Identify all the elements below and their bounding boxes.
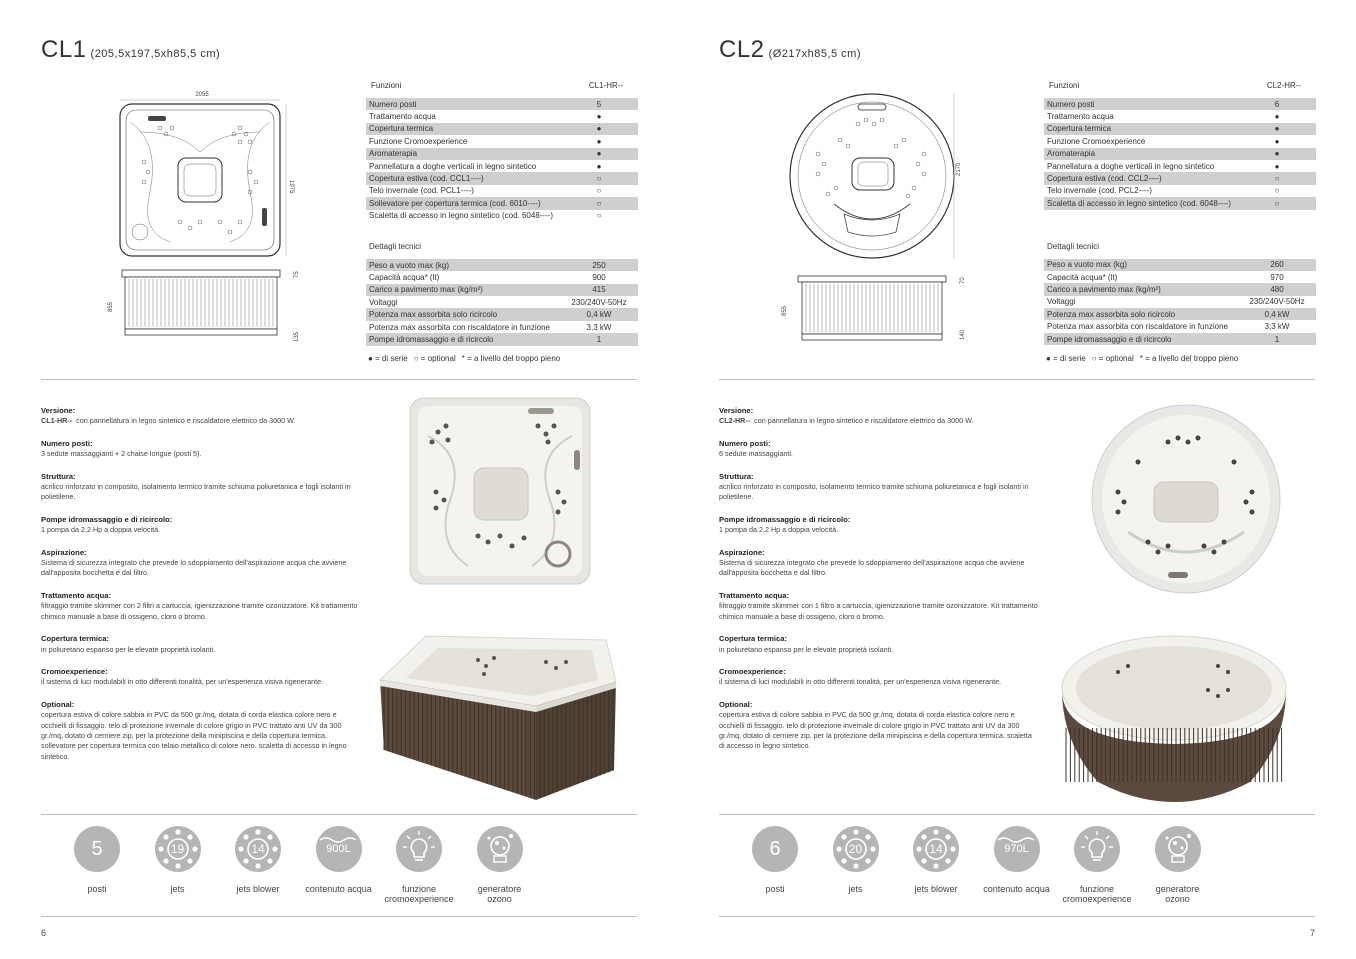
blower-jets-icon [235,826,281,872]
model-title: CL2 (Ø217xh85,5 cm) [719,36,862,63]
description-heading: Trattamento acqua: [41,590,112,600]
feature-value: 14 [251,842,265,856]
tub-top-photo [408,396,592,586]
description-text: acrilico rinforzato in composito, isolamento termico tramite schiuma poliuretanica e fogli isolanti in polietilene. [719,482,1029,502]
row-label: Scaletta di accesso in legno sintetico (cod. 6048----) [369,211,554,221]
divider [719,379,1315,380]
description-heading: Struttura: [719,471,754,481]
function-row [1044,148,1316,160]
tech-row [366,308,638,320]
feature-label: contenuto acqua [983,884,1050,894]
feature-value: 5 [91,837,103,860]
description-block [719,667,1039,688]
description [41,406,361,774]
feature-label: funzione cromoexperience [384,884,454,904]
features-icons [740,826,1220,916]
row-label: Voltaggi [369,297,398,307]
row-label: Potenza max assorbita con riscaldatore in funzione [1047,322,1228,332]
dim-depth-label: 1975 [288,180,294,194]
description-text: copertura estiva di colore sabbia in PVC da 500 gr./mq, dotata di corda elastica colore nero e occhielli di fissaggio. telo di protezione invernale di colore grigio in PVC trattato anti UV da 300 gr./mq, dotato di cerniere zip, per la protezione della minipiscina e della copertura termica. scaletta di accesso in legno sintetico. [719,710,1032,751]
description-heading: Struttura: [41,471,76,481]
description-text: 1 pompa da 2,2 Hp a doppia velocità. [719,525,839,535]
feature-blower-jets [223,826,293,894]
divider [41,379,637,380]
divider [719,916,1315,917]
ozone-generator-icon [1155,826,1201,872]
function-row [1044,160,1316,172]
divider [719,814,1315,815]
feature-label: jets [170,884,185,894]
description-text: 6 sedute massaggianti. [719,449,793,459]
row-label: Copertura estiva (cod. CCL2----) [1047,174,1162,184]
feature-label: contenuto acqua [305,884,372,894]
row-value: 6 [1274,99,1280,109]
tech-row [366,284,638,296]
row-label: Copertura estiva (cod. CCL1----) [369,174,484,184]
lightbulb-icon [1074,826,1120,872]
tech-row [1044,296,1316,308]
description-block [719,472,1039,503]
page-number: 7 [1310,928,1316,938]
lightbulb-icon [396,826,442,872]
feature-value: 6 [769,837,781,860]
row-label: Copertura termica [1047,124,1112,134]
row-label: Peso a vuoto max (kg) [369,260,450,270]
dim-diameter-label: 2170 [956,162,962,176]
description-heading: Numero posti: [719,438,771,448]
row-label: Copertura termica [369,124,434,134]
description-text: copertura estiva di colore sabbia in PVC da 500 gr./mq, dotata di corda elastica colore nero e occhielli di fissaggio. telo di protezione invernale di colore grigio in PVC trattato anti UV da 300 gr./mq, dotato di cerniere zip, per la protezione della minipiscina e della copertura termica. sollevatore per copertura termica con telaio metallico di colore nero. scaletta di accesso in legno sintetico. [41,710,347,761]
row-value: 0,4 kW [586,310,612,320]
tub-top-photo [1088,402,1284,596]
feature-lightbulb [1062,826,1132,904]
tech-header: Dettagli tecnici [369,242,422,252]
feature-value: 14 [929,842,943,856]
description-block [41,548,361,579]
feature-value: 20 [848,842,863,856]
row-label: Pompe idromassaggio e di ricircolo [369,334,494,344]
description-text: il sistema di luci modulabili in otto differenti tonalità, per un'esperienza visiva rigenerante. [719,677,1002,687]
legend: ● = di serie ○ = optional * = a livello del troppo pieno [368,354,561,363]
row-label: Capacità acqua* (lt) [369,272,440,282]
dim-height-label: 855 [782,305,788,316]
dim-width-label: 2055 [195,92,209,98]
tech-row [366,271,638,283]
version-text: con pannellatura in legno sintetico e riscaldatore elettrico da 3000 W. [76,416,296,426]
row-value: ○ [1274,174,1280,184]
row-value: 3,3 kW [1264,322,1290,332]
feature-value: 19 [170,842,185,856]
function-row [366,172,638,184]
feature-label: generatore ozono [1155,884,1200,904]
description [719,406,1039,764]
description-text [41,416,361,426]
row-label: Scaletta di accesso in legno sintetico (cod. 6048----) [1047,198,1232,208]
description-block [41,667,361,688]
function-row [1044,110,1316,122]
row-value: 415 [592,285,606,295]
description-text: il sistema di luci modulabili in otto differenti tonalità, per un'esperienza visiva rigenerante. [41,677,324,687]
functions-table [366,79,638,346]
function-row [366,160,638,172]
tech-row [366,296,638,308]
row-value: ● [596,149,602,159]
description-block [41,439,361,460]
row-label: Pompe idromassaggio e di ricircolo [1047,334,1172,344]
description-block [719,515,1039,536]
row-label: Numero posti [1047,99,1095,109]
description-block [41,591,361,622]
row-value: ● [1274,112,1280,122]
description-block [719,406,1039,427]
row-value: ● [596,136,602,146]
dim-height-label: 855 [108,301,114,312]
function-row [366,110,638,122]
row-value: ● [1274,161,1280,171]
row-label: Potenza max assorbita solo ricircolo [1047,309,1176,319]
description-text: 1 pompa da 2,2 Hp a doppia velocità. [41,525,161,535]
functions-table [1044,79,1316,345]
row-label: Telo invernale (cod. PCL2----) [1047,186,1152,196]
tub-top-view-drawing [100,82,310,352]
seats-icon [752,826,798,872]
description-block [719,548,1039,579]
row-value: 250 [592,260,606,270]
feature-jets [821,826,891,894]
tech-row [1044,271,1316,283]
row-value: 260 [1270,260,1284,270]
version-code: CL2-HR-- [719,416,751,426]
row-value: 230/240V-50Hz [571,297,627,307]
description-heading: Copertura termica: [41,634,109,644]
feature-value: 970L [1004,843,1029,855]
description-text: in poliuretano espanso per le elevate proprietà isolanti. [719,644,894,654]
tub-perspective-photo [1058,632,1290,808]
tub-perspective-photo [366,630,636,806]
description-block [41,700,361,762]
version-code: CL1-HR-- [41,416,73,426]
row-value: 900 [592,272,606,282]
dim-rim-label: 70 [960,277,966,284]
row-label: Trattamento acqua [1047,112,1114,122]
function-row [1044,197,1316,209]
feature-label: posti [765,884,785,894]
row-label: Carico a pavimento max (kg/m²) [1047,284,1161,294]
description-heading: Pompe idromassaggio e di ricircolo: [41,514,173,524]
tech-row [366,321,638,333]
description-heading: Optional: [41,699,75,709]
row-label: Aromaterapia [369,149,418,159]
description-text: in poliuretano espanso per le elevate proprietà isolanti. [41,644,216,654]
description-block [41,634,361,655]
description-text: filtraggio tramite skimmer con 1 filtro a cartuccia, igienizzazione tramite ozonizzatore. Kit trattamento chimico manuale a base di ossigeno, cloro o bromo. [719,601,1038,621]
divider [41,916,637,917]
row-label: Aromaterapia [1047,149,1096,159]
tech-row [1044,283,1316,295]
feature-label: jets blower [236,884,280,894]
tech-header: Dettagli tecnici [1047,242,1100,252]
row-label: Telo invernale (cod. PCL1----) [369,186,474,196]
function-row [366,135,638,147]
row-value: ● [1274,136,1280,146]
row-label: Pannellatura a doghe verticali in legno sintetico [1047,161,1215,171]
function-row [366,197,638,209]
dim-base-label: 135 [294,331,300,342]
feature-ozone-generator [465,826,535,904]
version-text: con pannellatura in legno sintetico e riscaldatore elettrico da 3000 W. [754,416,974,426]
seats-icon [74,826,120,872]
water-capacity-icon [994,826,1040,872]
description-text [719,416,1039,426]
description-text: filtraggio tramite skimmer con 2 filtri a cartuccia, igienizzazione tramite ozonizzatore. Kit trattamento chimico manuale a base di ossigeno, cloro o bromo. [41,601,358,621]
function-row [366,185,638,197]
row-label: Numero posti [369,99,417,109]
function-row [1044,172,1316,184]
feature-lightbulb [384,826,454,904]
description-text: acrilico rinforzato in composito, isolamento termico tramite schiuma poliuretanica e fogli isolanti in polietilene. [41,482,351,502]
feature-label: funzione cromoexperience [1062,884,1132,904]
row-label: Voltaggi [1047,297,1076,307]
tech-row [366,259,638,271]
description-heading: Versione: [719,406,754,415]
feature-jets [143,826,213,894]
row-label: Carico a pavimento max (kg/m²) [369,285,483,295]
functions-header: Funzioni CL2-HR-- [1049,80,1302,90]
page-right [678,0,1356,959]
row-label: Funzione Cromoexperience [369,136,468,146]
function-row [366,98,638,110]
row-value: ● [596,124,602,134]
description-text: 3 sedute massaggianti + 2 chaise longue (posti 5). [41,449,202,459]
row-value: ● [596,112,602,122]
description-block [41,472,361,503]
feature-label: jets blower [914,884,958,894]
row-value: 480 [1270,284,1284,294]
tech-row [1044,320,1316,332]
feature-seats [62,826,132,894]
row-value: 5 [596,99,602,109]
feature-label: posti [87,884,107,894]
tech-row [1044,308,1316,320]
row-label: Potenza max assorbita solo ricircolo [369,310,498,320]
dim-rim-label: 75 [294,271,300,278]
feature-label: jets [848,884,863,894]
row-label: Trattamento acqua [369,112,436,122]
model-title: CL1 (205,5x197,5xh85,5 cm) [41,36,221,63]
function-row [366,123,638,135]
blower-jets-icon [913,826,959,872]
row-value: ○ [596,211,602,221]
feature-ozone-generator [1143,826,1213,904]
tech-row [1044,333,1316,345]
row-value: ● [1274,124,1280,134]
description-block [41,515,361,536]
row-label: Capacità acqua* (lt) [1047,272,1118,282]
row-value: ○ [596,186,602,196]
row-value: ○ [596,174,602,184]
description-heading: Cromoexperience: [719,666,786,676]
row-label: Pannellatura a doghe verticali in legno sintetico [369,161,537,171]
description-block [719,700,1039,752]
feature-seats [740,826,810,894]
row-value: ○ [1274,198,1280,208]
row-value: 230/240V-50Hz [1249,297,1305,307]
description-heading: Numero posti: [41,438,93,448]
description-heading: Aspirazione: [719,547,765,557]
row-value: 970 [1270,272,1284,282]
water-capacity-icon [316,826,362,872]
ozone-generator-icon [477,826,523,872]
jets-icon [833,826,879,872]
tech-row [1044,259,1316,271]
row-value: ● [596,161,602,171]
tech-row [366,333,638,345]
row-value: 1 [1274,334,1280,344]
row-value: 0,4 kW [1264,309,1290,319]
function-row [1044,135,1316,147]
row-value: ○ [596,198,602,208]
dim-base-label: 140 [960,329,966,340]
divider [41,814,637,815]
function-row [1044,98,1316,110]
jets-icon [155,826,201,872]
row-label: Peso a vuoto max (kg) [1047,260,1128,270]
description-block [719,634,1039,655]
description-heading: Versione: [41,406,76,415]
tub-top-view-drawing [778,84,998,354]
features-icons [62,826,542,916]
description-block [719,591,1039,622]
feature-label: generatore ozono [477,884,522,904]
description-heading: Copertura termica: [719,634,787,644]
row-value: ● [1274,149,1280,159]
description-heading: Trattamento acqua: [719,590,790,600]
function-row [1044,123,1316,135]
row-value: 3,3 kW [586,322,612,332]
legend: ● = di serie ○ = optional * = a livello del troppo pieno [1046,354,1239,363]
row-label: Funzione Cromoexperience [1047,136,1146,146]
row-label: Sollevatore per copertura termica (cod. 6010----) [369,198,541,208]
description-heading: Optional: [719,699,753,709]
function-row [1044,185,1316,197]
description-heading: Aspirazione: [41,547,87,557]
description-block [41,406,361,427]
row-value: ○ [1274,186,1280,196]
description-text: Sistema di sicurezza integrato che prevede lo sdoppiamento dell'aspirazione acqua che avviene dall'apposita bocchetta e dal filtro. [41,558,347,578]
functions-header: Funzioni CL1-HR-- [371,80,624,90]
function-row [366,210,638,222]
row-value: 1 [596,334,602,344]
feature-water-capacity [304,826,374,894]
feature-water-capacity [982,826,1052,894]
description-heading: Pompe idromassaggio e di ricircolo: [719,514,851,524]
description-heading: Cromoexperience: [41,666,108,676]
feature-value: 900L [326,843,351,855]
description-text: Sistema di sicurezza integrato che prevede lo sdoppiamento dell'aspirazione acqua che avviene dall'apposita bocchetta e dal filtro. [719,558,1025,578]
page-number: 6 [41,928,47,938]
function-row [366,148,638,160]
feature-blower-jets [901,826,971,894]
row-label: Potenza max assorbita con riscaldatore in funzione [369,322,550,332]
description-block [719,439,1039,460]
